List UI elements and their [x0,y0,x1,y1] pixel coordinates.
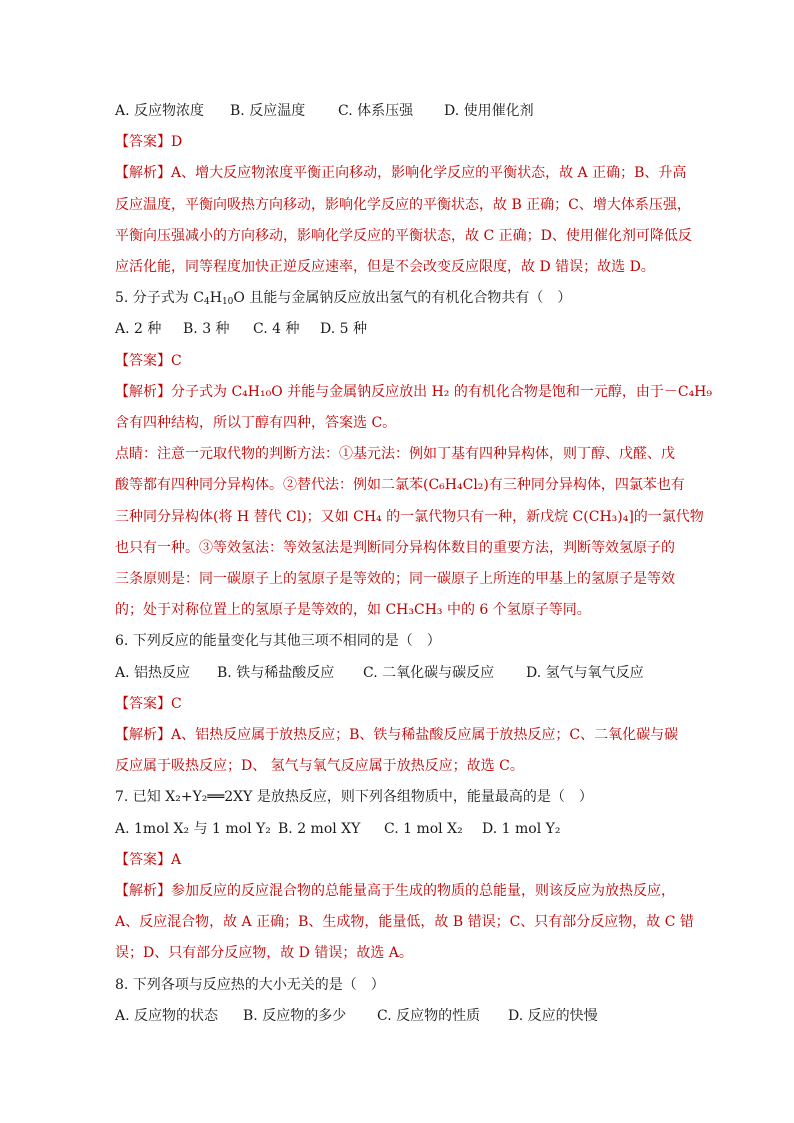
answer-value: D [171,134,183,151]
q8-stem: 8. 下列各项与反应热的大小无关的是（ ） [115,976,385,993]
option-d: D. 1 mol Y₂ [482,820,561,837]
option-b: B. 反应温度 [230,103,306,119]
option-a: A. 反应物的状态 [115,1007,219,1024]
option-c: C. 1 mol X₂ [384,820,463,837]
q7-stem: 7. 已知 X₂+Y₂══2XY 是放热反应，则下列各组物质中，能量最高的是（ ） [115,789,593,806]
option-b: B. 3 种 [183,321,230,338]
q5-tip-line-1: 点睛：注意一元取代物的判断方法：①基元法：例如丁基有四种异构体，则丁醇、戊醛、戊 [115,446,675,463]
q6-stem: 6. 下列反应的能量变化与其他三项不相同的是（ ） [115,633,441,650]
option-c: C. 反应物的性质 [377,1007,481,1024]
q5-tip-line-5: 三条原则是：同一碳原子上的氢原子是等效的；同一碳原子上所连的甲基上的氢原子是等效 [115,571,675,588]
option-d: D. 反应的快慢 [508,1007,598,1024]
subscript: 4 [203,297,210,308]
q7-analysis-line-1 [115,876,685,907]
option-d: D. 使用催化剂 [444,103,534,119]
option-a: A. 1mol X₂ 与 1 mol Y₂ [115,820,271,837]
option-d: D. 5 种 [320,321,367,338]
analysis-label: 【解析】 [115,383,171,400]
q5-stem [115,283,685,314]
q5-tip-line-6: 的；处于对称位置上的氢原子是等效的，如 CH₃CH₃ 中的 6 个氢原子等同。 [115,602,591,619]
q4-analysis-line-2: 反应温度，平衡向吸热方向移动，影响化学反应的平衡状态，故 B 正确；C、增大体系压强， [115,196,691,213]
q5-tip-line-3: 三种同分异构体(将 H 替代 Cl)；又如 CH₄ 的一氯代物只有一种，新戊烷 C(CH₃)₄]的一氯代物 [115,508,704,525]
option-b: B. 铁与稀盐酸反应 [217,664,335,681]
q4-analysis-line-1 [115,158,685,189]
answer-label: 【答案】 [115,134,171,151]
analysis-label: 【解析】 [115,727,171,744]
option-d: D. 氢气与氧气反应 [526,664,644,681]
q5-analysis-line-2: 含有四种结构，所以丁醇有四种，答案选 C。 [115,415,397,432]
q8-options [115,1001,685,1032]
q6-answer [115,689,685,720]
answer-label: 【答案】 [115,695,171,712]
stem-text: O 且能与金属钠反应放出氢气的有机化合物共有（ ） [233,290,572,307]
analysis-label: 【解析】 [115,883,171,900]
q7-analysis-line-2: A、反应混合物，故 A 正确；B、生成物，能量低，故 B 错误；C、只有部分反应物，故 C 错 [115,914,694,931]
q4-analysis-line-4: 应活化能，同等程度加快正逆反应速率，但是不会改变反应限度，故 D 错误；故选 D。 [115,259,655,276]
option-c: C. 二氧化碳与碳反应 [363,664,495,681]
option-b: B. 反应物的多少 [243,1007,347,1024]
document-page [115,96,713,1032]
q5-tip-line-2: 酸等都有四种同分异构体。②替代法：例如二氯苯(C₆H₄Cl₂)有三种同分异构体，四氯苯也有 [115,477,685,494]
answer-value: C [171,695,182,712]
option-b: B. 2 mol XY [278,820,361,837]
option-a: A. 铝热反应 [115,664,191,681]
option-a: A. 2 种 [115,321,162,338]
analysis-text: 分子式为 C₄H₁₀O 并能与金属钠反应放出 H₂ 的有机化合物是饱和一元醇，由于－C₄H₉ [171,383,713,400]
q5-tip-line-4: 也只有一种。③等效氢法：等效氢法是判断同分异构体数目的重要方法，判断等效氢原子的 [115,539,675,556]
stem-text: H [209,290,222,307]
q5-options [115,314,685,345]
q6-analysis-line-2: 反应属于吸热反应；D、 氢气与氧气反应属于放热反应；故选 C。 [115,758,524,775]
q5-answer [115,346,685,377]
answer-label: 【答案】 [115,352,171,369]
q6-options [115,658,685,689]
q5-analysis-line-1 [115,377,713,408]
analysis-text: A、铝热反应属于放热反应；B、铁与稀盐酸反应属于放热反应；C、二氧化碳与碳 [171,727,679,744]
subscript: 10 [221,297,234,308]
q4-options [115,96,685,127]
q7-analysis-line-3: 误；D、只有部分反应物，故 D 错误；故选 A。 [115,945,413,962]
answer-label: 【答案】 [115,851,171,868]
answer-value: C [171,352,182,369]
analysis-text: 参加反应的反应混合物的总能量高于生成的物质的总能量，则该反应为放热反应， [171,883,675,900]
q7-options [115,814,685,845]
q4-answer [115,127,685,158]
analysis-label: 【解析】 [115,165,171,182]
q4-analysis-line-3: 平衡向压强减小的方向移动，影响化学反应的平衡状态，故 C 正确；D、使用催化剂可降低反 [115,227,692,244]
q7-answer [115,845,685,876]
option-c: C. 4 种 [253,321,300,338]
stem-text: 5. 分子式为 C [115,290,204,307]
option-c: C. 体系压强 [338,103,414,119]
q6-analysis-line-1 [115,720,685,751]
answer-value: A [171,851,182,868]
analysis-text: A、增大反应物浓度平衡正向移动，影响化学反应的平衡状态，故 A 正确；B、升高 [171,165,687,182]
option-a: A. 反应物浓度 [115,103,205,119]
